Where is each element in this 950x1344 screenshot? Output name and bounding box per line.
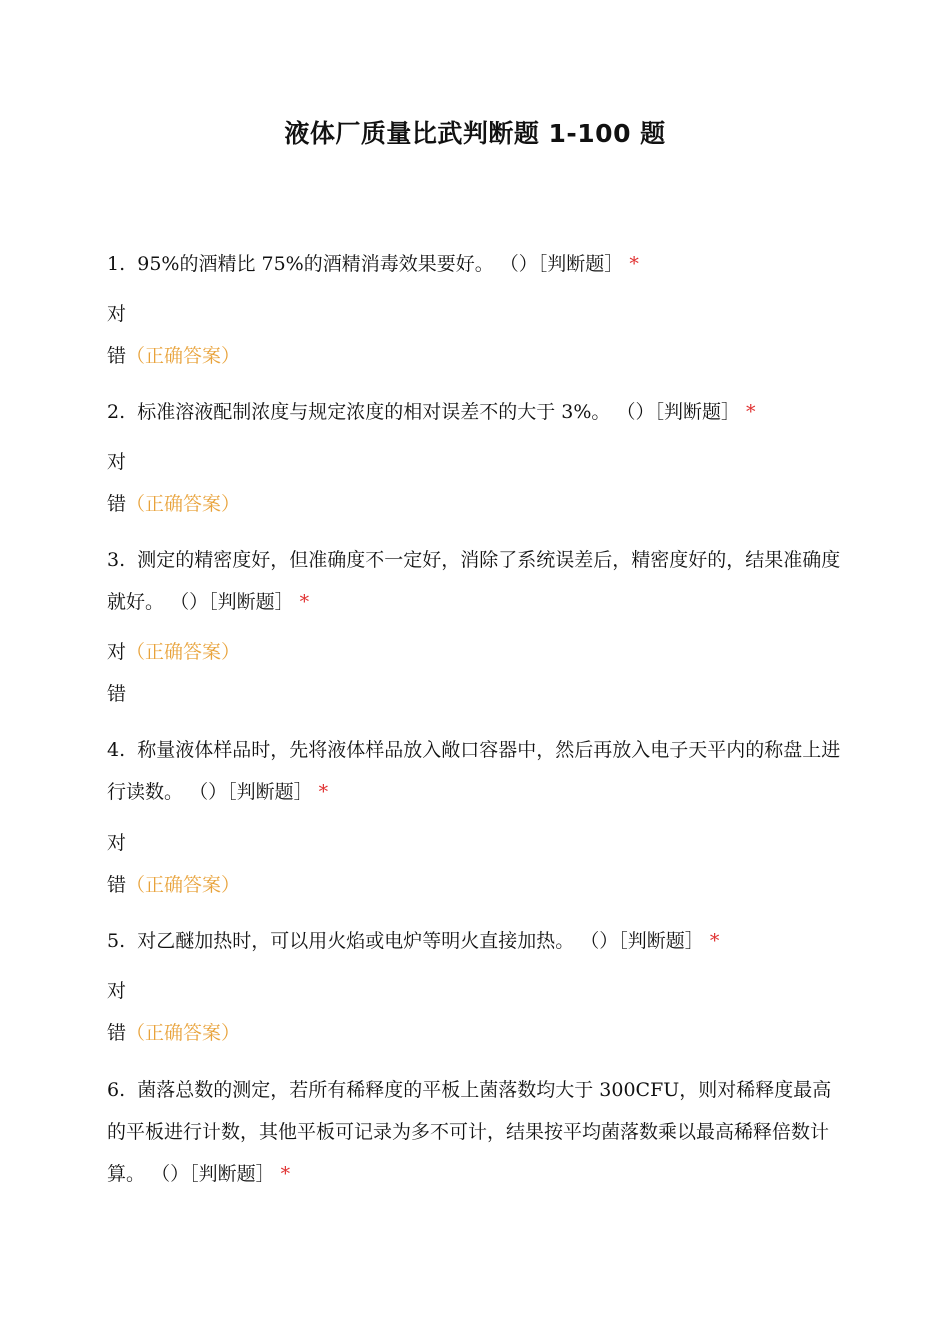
question-text: 菌落总数的测定，若所有稀释度的平板上菌落数均大于 300CFU，则对稀释度最高的平板进行计数，其他平板可记录为多不可计，结果按平均菌落数乘以最高稀释倍数计算。 (107, 1079, 832, 1185)
question-text: 称量液体样品时，先将液体样品放入敞口容器中，然后再放入电子天平内的称盘上进行读数。 (107, 739, 841, 803)
required-mark: * (746, 401, 756, 423)
option-false[interactable]: 错 (107, 683, 127, 705)
question-4 (107, 729, 847, 813)
question-type: （）［判断题］ (499, 253, 624, 275)
option-true[interactable]: 对 (107, 980, 127, 1002)
question-text: 95%的酒精比 75%的酒精消毒效果要好。 (137, 253, 494, 275)
required-mark: * (629, 253, 639, 275)
question-type: （）［判断题］ (580, 930, 704, 952)
correct-answer-mark: （正确答案） (126, 874, 241, 896)
option-false[interactable]: 错（正确答案） (107, 345, 241, 367)
question-5 (107, 920, 847, 962)
question-text: 标准溶液配制浓度与规定浓度的相对误差不的大于 3%。 (137, 401, 611, 423)
question-type: （）［判断题］ (170, 591, 294, 613)
question-6 (107, 1069, 847, 1195)
option-false[interactable]: 错（正确答案） (107, 493, 241, 515)
required-mark: * (299, 591, 310, 613)
question-number: 1. (107, 253, 126, 275)
question-number: 6. (107, 1079, 126, 1101)
correct-answer-mark: （正确答案） (126, 1022, 241, 1044)
question-type: （）［判断题］ (189, 781, 313, 803)
option-true[interactable]: 对 (107, 303, 127, 325)
question-1 (107, 243, 847, 285)
option-false[interactable]: 错（正确答案） (107, 1022, 241, 1044)
required-mark: * (318, 781, 329, 803)
option-true[interactable]: 对（正确答案） (107, 641, 241, 663)
question-number: 3. (107, 549, 126, 571)
option-false[interactable]: 错（正确答案） (107, 874, 241, 896)
correct-answer-mark: （正确答案） (126, 345, 241, 367)
question-2 (107, 391, 847, 433)
option-true[interactable]: 对 (107, 451, 127, 473)
correct-answer-mark: （正确答案） (126, 493, 241, 515)
question-text: 测定的精密度好，但准确度不一定好，消除了系统误差后，精密度好的，结果准确度就好。 (107, 549, 841, 613)
question-number: 2. (107, 401, 126, 423)
page-title: 液体厂质量比武判断题 1-100 题 (284, 119, 666, 148)
required-mark: * (280, 1163, 291, 1185)
question-type: （）［判断题］ (151, 1163, 275, 1185)
correct-answer-mark: （正确答案） (126, 641, 241, 663)
question-3 (107, 539, 847, 623)
question-number: 4. (107, 739, 126, 761)
question-number: 5. (107, 930, 126, 952)
question-text: 对乙醚加热时，可以用火焰或电炉等明火直接加热。 (137, 930, 575, 952)
question-type: （）［判断题］ (616, 401, 740, 423)
required-mark: * (709, 930, 720, 952)
option-true[interactable]: 对 (107, 832, 127, 854)
